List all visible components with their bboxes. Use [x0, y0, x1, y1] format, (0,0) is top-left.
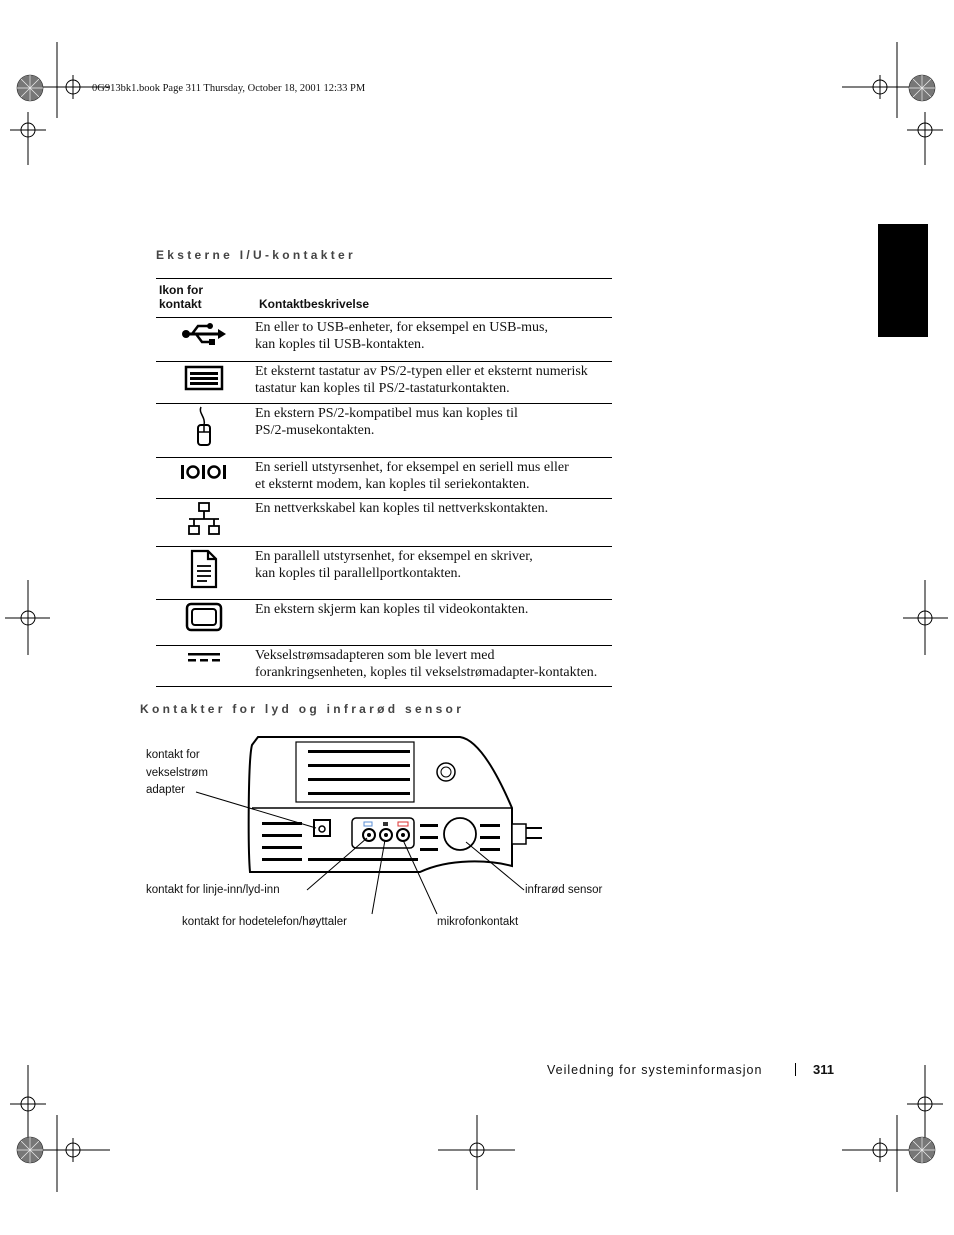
table-row	[156, 362, 612, 404]
section-title-audio-infrared: Kontakter for lyd og infrarød sensor	[140, 702, 465, 716]
table-row	[156, 646, 612, 687]
parallel-printer-icon	[188, 548, 220, 590]
network-icon	[186, 500, 222, 538]
usb-icon	[180, 319, 228, 349]
video-monitor-icon	[184, 601, 224, 633]
column-header-description: Kontaktbeskrivelse	[252, 279, 612, 318]
dc-power-icon	[184, 647, 224, 667]
page-number: 311	[813, 1062, 834, 1077]
column-header-icon: Ikon for kontakt	[156, 279, 252, 318]
row-description: En parallell utstyrsenhet, for eksempel en skriver, kan koples til parallellportkontakten.	[252, 547, 612, 600]
table-row	[156, 600, 612, 646]
table-row	[156, 547, 612, 600]
chapter-tab-marker	[878, 224, 928, 337]
label-ac-adapter-connector: kontakt for vekselstrøm adapter	[146, 749, 208, 796]
table-row	[156, 318, 612, 362]
mouse-icon	[194, 405, 214, 449]
table-row	[156, 499, 612, 547]
row-description: En seriell utstyrsenhet, for eksempel en seriell mus eller et eksternt modem, kan koples til seriekontakten.	[252, 458, 612, 499]
connector-table	[156, 278, 612, 687]
label-infrared-sensor: infrarød sensor	[525, 884, 603, 896]
keyboard-icon	[184, 363, 224, 393]
table-row	[156, 458, 612, 499]
row-description: En ekstern skjerm kan koples til videokontakten.	[252, 600, 612, 646]
row-description: En nettverkskabel kan koples til nettverkskontakten.	[252, 499, 612, 547]
print-header-line: 0G913bk1.book Page 311 Thursday, October 18, 2001 12:33 PM	[92, 83, 366, 94]
serial-icon	[179, 459, 229, 485]
label-microphone-connector: mikrofonkontakt	[437, 916, 519, 928]
row-description: Et eksternt tastatur av PS/2-typen eller et eksternt numerisk tastatur kan koples til PS/2-tastaturkontakten.	[252, 362, 612, 404]
label-line-in-connector: kontakt for linje-inn/lyd-inn	[146, 884, 280, 896]
row-description: En ekstern PS/2-kompatibel mus kan koples til PS/2-musekontakten.	[252, 404, 612, 458]
footer-title: Veiledning for systeminformasjon	[547, 1063, 763, 1077]
label-headphone-connector: kontakt for hodetelefon/høyttaler	[182, 916, 347, 928]
row-description: En eller to USB-enheter, for eksempel en USB-mus, kan koples til USB-kontakten.	[252, 318, 612, 362]
row-description: Vekselstrømsadapteren som ble levert med forankringsenheten, koples til vekselstrømadapter-kontakten.	[252, 646, 612, 687]
table-row	[156, 404, 612, 458]
section-title-external-io: Eksterne I/U-kontakter	[156, 248, 356, 262]
footer-separator	[795, 1063, 796, 1076]
